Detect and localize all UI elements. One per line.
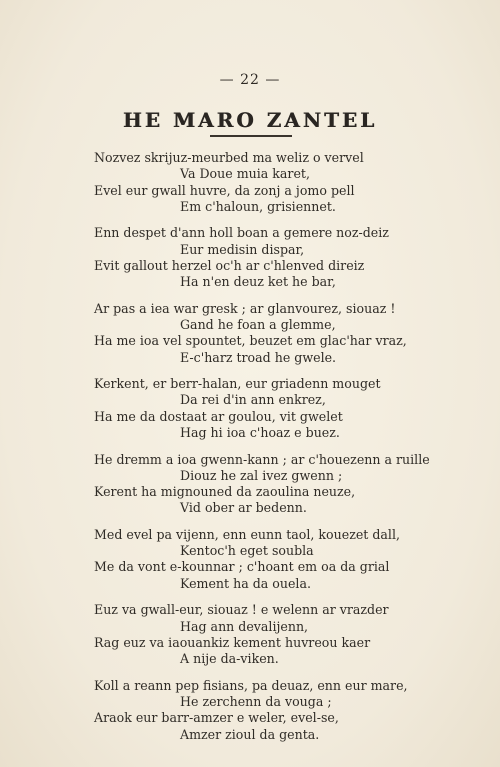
- poem-line: Kentoc'h eget soubla: [180, 543, 314, 559]
- page-number: — 22 —: [219, 72, 281, 88]
- stanza: [94, 150, 424, 215]
- poem-line: He dremm a ioa gwenn-kann ; ar c'houezenn a ruille: [94, 451, 430, 467]
- stanza: [94, 376, 424, 441]
- poem-line: Kerkent, er berr-halan, eur griadenn mouget: [94, 376, 381, 392]
- poem-line: Me da vont e-kounnar ; c'hoant em oa da grial: [94, 559, 390, 575]
- title-underline: [210, 135, 292, 137]
- poem-line: Da rei d'in ann enkrez,: [180, 392, 326, 408]
- stanza: [94, 225, 424, 290]
- poem-title: HE MARO ZANTEL: [122, 108, 378, 132]
- poem-line: Euz va gwall-eur, siouaz ! e welenn ar vrazder: [94, 602, 389, 618]
- poem-line: Rag euz va iaouankiz kement huvreou kaer: [94, 634, 371, 650]
- stanza: [94, 527, 424, 592]
- poem-line: E-c'harz troad he gwele.: [180, 349, 337, 365]
- poem-line: Diouz he zal ivez gwenn ;: [180, 467, 343, 483]
- poem-line: Amzer zioul da genta.: [180, 726, 320, 742]
- poem-line: Ha me da dostaat ar goulou, vit gwelet: [94, 408, 343, 424]
- poem-line: Gand he foan a glemme,: [180, 317, 336, 333]
- poem-line: Araok eur barr-amzer e weler, evel-se,: [94, 710, 339, 726]
- stanza: [94, 451, 430, 517]
- poem-line: Koll a reann pep fisians, pa deuaz, enn eur mare,: [94, 677, 408, 693]
- poem-body: [94, 150, 430, 753]
- poem-line: Ha n'en deuz ket he bar,: [180, 274, 336, 290]
- stanza: [94, 301, 424, 366]
- poem-line: Em c'haloun, grisiennet.: [180, 198, 336, 214]
- poem-line: Kerent ha mignouned da zaoulina neuze,: [94, 484, 356, 500]
- poem-line: Ar pas a iea war gresk ; ar glanvourez, siouaz !: [94, 300, 396, 316]
- poem-line: Hag ann devalijenn,: [180, 618, 309, 634]
- poem-line: Vid ober ar bedenn.: [180, 500, 307, 516]
- poem-line: Eur medisin dispar,: [180, 241, 305, 257]
- poem-line: Evit gallout herzel oc'h ar c'hlenved direiz: [94, 257, 365, 273]
- poem-line: Va Doue muia karet,: [180, 166, 310, 182]
- poem-line: Kement ha da ouela.: [180, 575, 311, 591]
- poem-line: Med evel pa vijenn, enn eunn taol, kouezet dall,: [94, 526, 400, 542]
- poem-line: Evel eur gwall huvre, da zonj a jomo pell: [94, 182, 355, 198]
- poem-line: He zerchenn da vouga ;: [180, 693, 332, 709]
- poem-line: Enn despet d'ann holl boan a gemere noz-deiz: [94, 225, 389, 241]
- stanza: [94, 602, 424, 667]
- poem-line: A nije da-viken.: [180, 651, 279, 667]
- poem-line: Nozvez skrijuz-meurbed ma weliz o vervel: [94, 150, 364, 165]
- poem-line: Hag hi ioa c'hoaz e buez.: [180, 425, 340, 441]
- stanza: [94, 678, 424, 743]
- poem-line: Ha me ioa vel spountet, beuzet em glac'har vraz,: [94, 333, 407, 349]
